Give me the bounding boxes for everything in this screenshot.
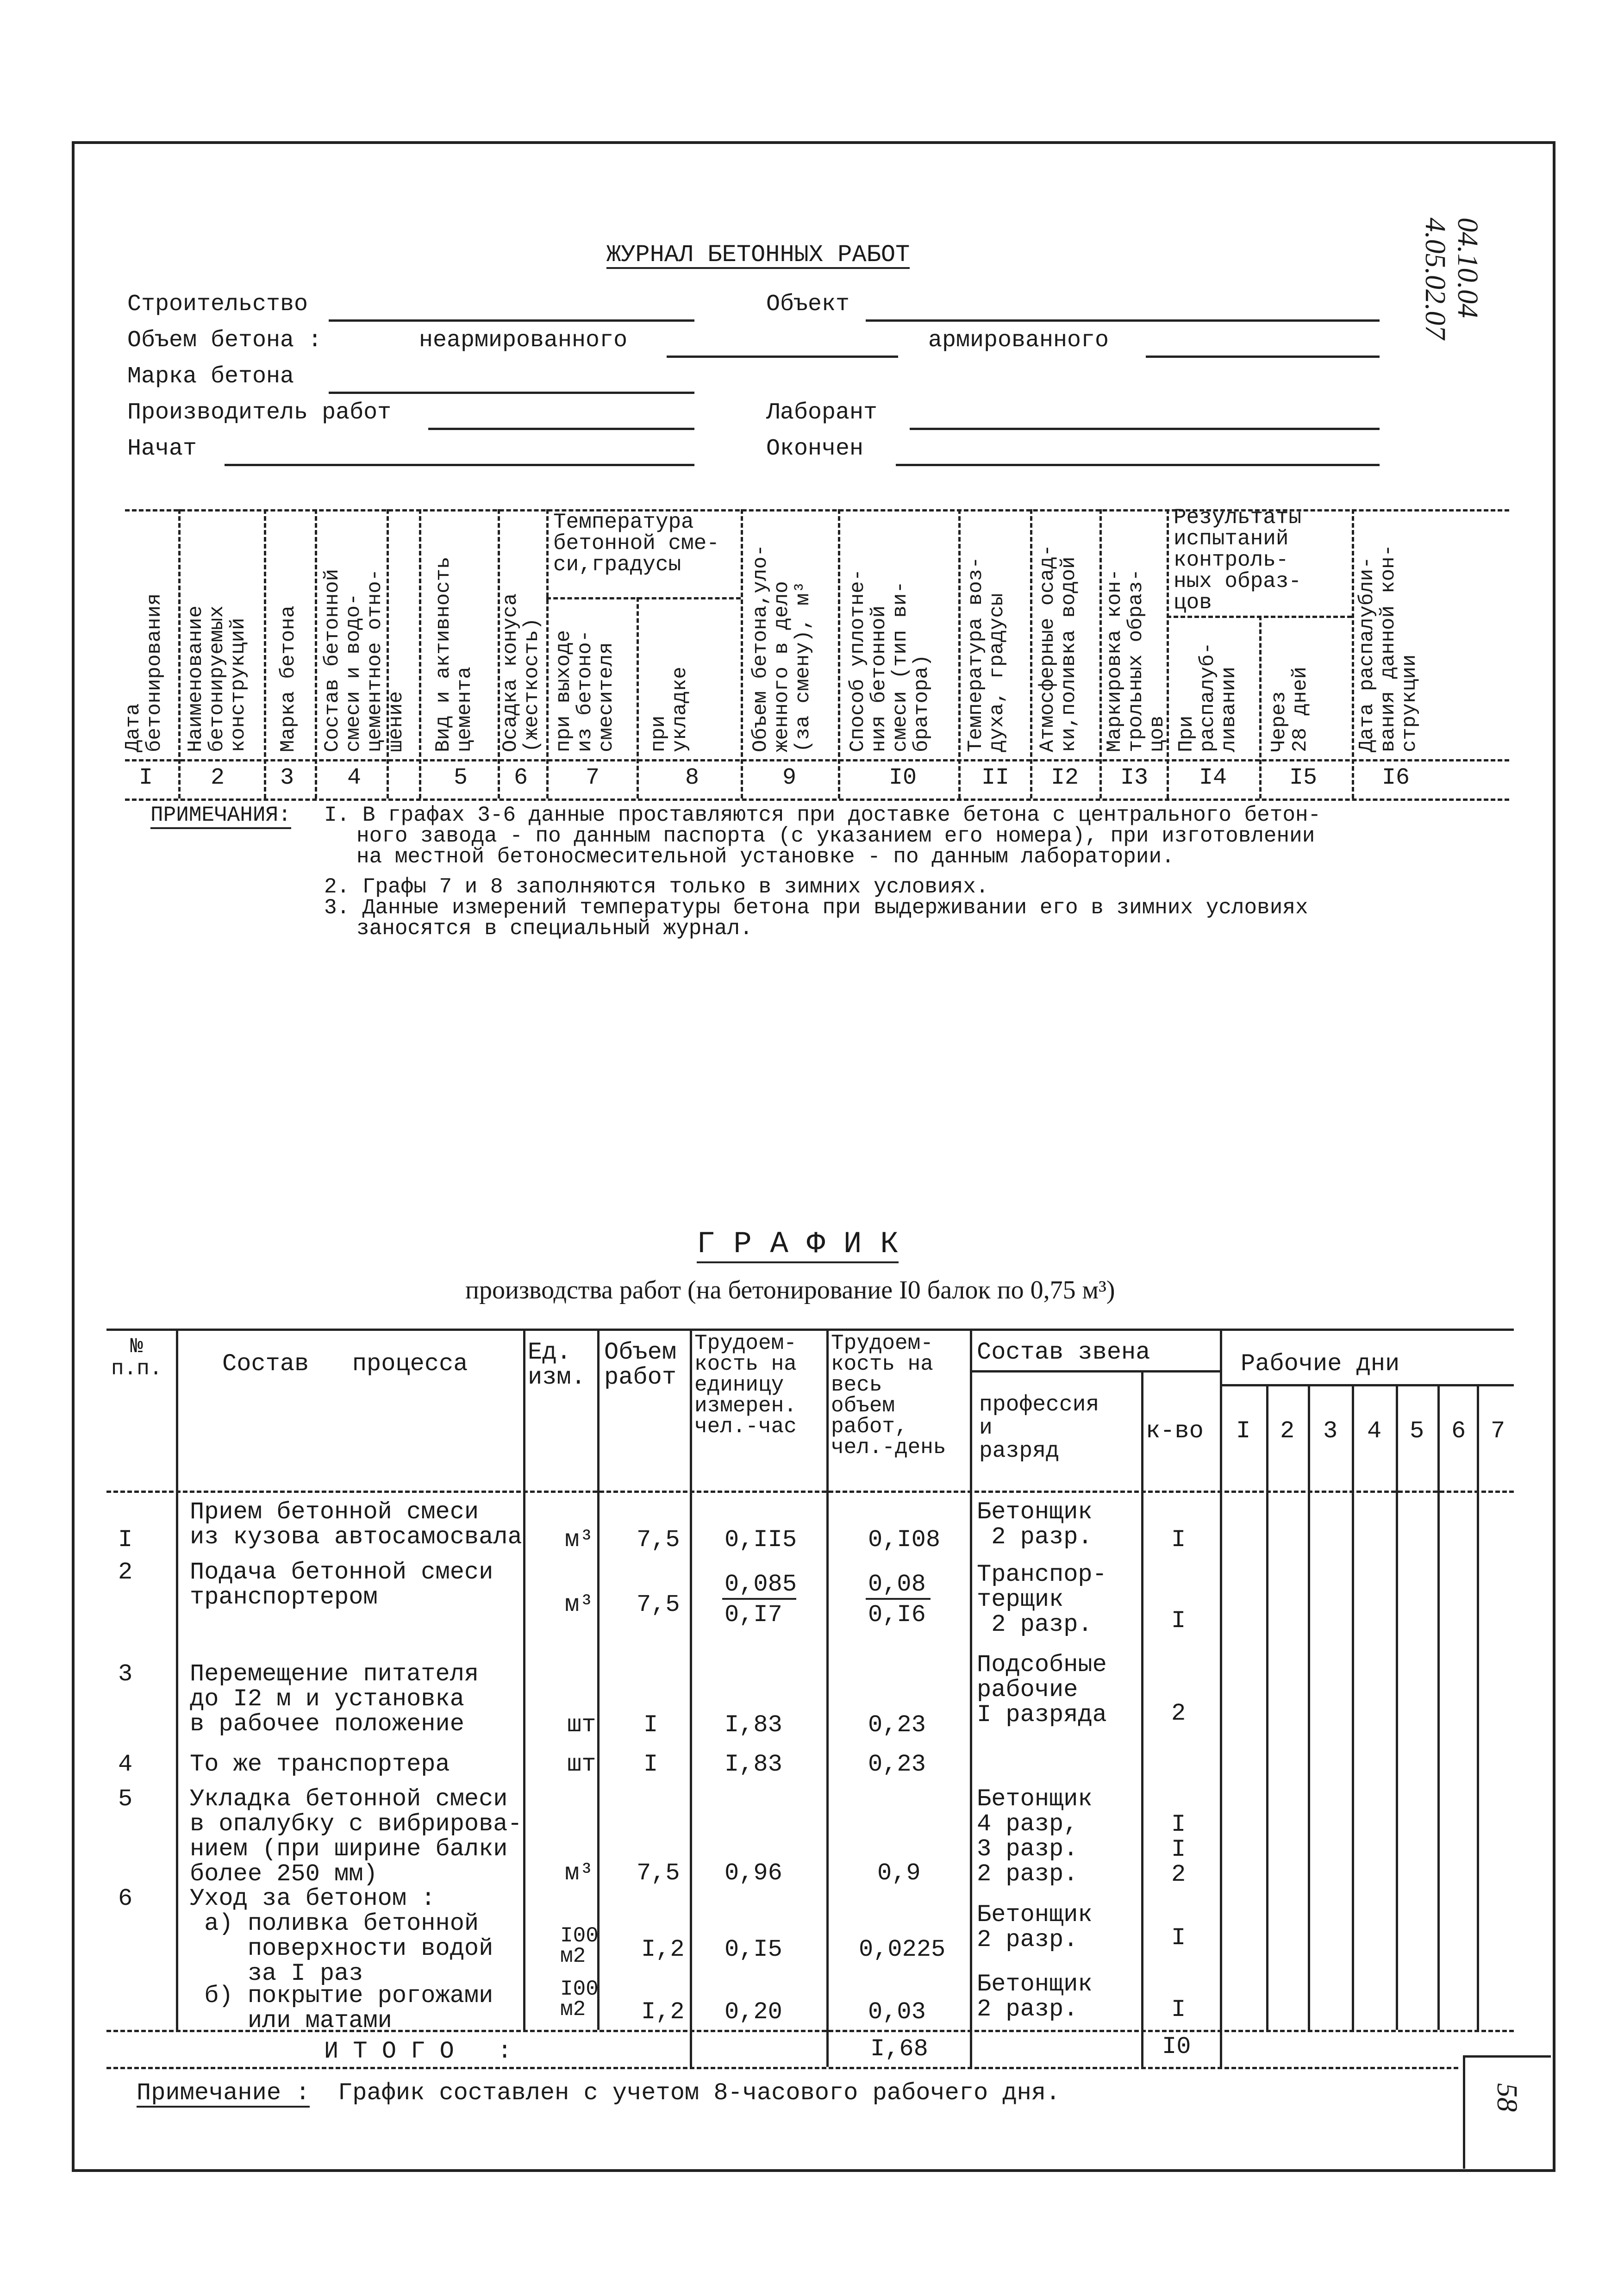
page-number-box: [1463, 2055, 1551, 2169]
row-profession: Бетонщик 2 разр.: [977, 1901, 1093, 1953]
row-process: б) покрытие рогожами или матами: [204, 1982, 493, 2034]
row-unit: м³: [565, 1859, 594, 1887]
fraction-bar: [722, 1598, 796, 1600]
row-labor-unit: I,83: [725, 1711, 782, 1739]
row-count: I I 2: [1171, 1811, 1186, 1888]
row-count: I: [1171, 1526, 1186, 1554]
col-stripping-date: Дата распалубли- вания данной кон- струкции: [1355, 544, 1421, 752]
reinforced-field-line: [1146, 356, 1380, 358]
journal-table-top: [125, 509, 1509, 512]
col-grade: Марка бетона: [277, 605, 300, 752]
row-labor-unit: I,83: [725, 1751, 782, 1778]
construction-label: Строительство: [127, 291, 308, 318]
row-num: 3: [118, 1660, 133, 1688]
header-process: Состав процесса: [222, 1350, 468, 1378]
col-28-days: Через 28 дней: [1268, 667, 1312, 752]
row-volume: 7,5: [637, 1859, 680, 1887]
row-labor-unit: 0,96: [725, 1859, 782, 1887]
row-count: I: [1171, 1996, 1186, 2023]
row-volume: I,2: [641, 1936, 685, 1963]
row-unit: м³: [565, 1591, 594, 1618]
row-process: Перемещение питателя до I2 м и установка в рабочее положение: [190, 1660, 479, 1738]
schedule-note-text: График составлен с учетом 8-часового рабочего дня.: [338, 2079, 1061, 2107]
row-count: I: [1171, 1924, 1186, 1952]
finished-label: Окончен: [766, 436, 864, 462]
schedule-top-line: [106, 1329, 1514, 1331]
started-label: Начат: [127, 436, 197, 462]
row-num: 6: [118, 1885, 133, 1912]
day-number: 3: [1323, 1417, 1338, 1445]
col-stripping: При распалуб- ливании: [1175, 642, 1241, 752]
col-date: Дата бетонирования: [122, 593, 166, 752]
day-number: 7: [1491, 1417, 1505, 1445]
row-process: Уход за бетоном : а) поливка бетонной поверхности водой за I раз: [190, 1885, 493, 1987]
row-unit: м³: [565, 1526, 594, 1554]
page-number: 58: [1491, 2083, 1523, 2112]
note-line: I. В графах 3-6 данные проставляются при доставке бетона с центрального бетон-: [324, 803, 1321, 827]
row-num: I: [118, 1526, 133, 1554]
header-profession: профессия и разряд: [979, 1392, 1099, 1464]
col-temp-group: Температура бетонной сме- си,градусы: [553, 510, 719, 577]
unreinforced-label: неармированного: [419, 327, 628, 354]
temp-subheader-line: [546, 597, 741, 599]
header-labor-unit: Трудоем- кость на единицу измерен. чел.-час: [694, 1331, 797, 1439]
row-labor-total: 0,9: [877, 1859, 921, 1887]
col-structures: Наименование бетонируемых конструкций: [184, 605, 250, 752]
row-profession: Подсобные рабочие I разряда: [977, 1651, 1107, 1728]
row-num: 2: [118, 1559, 133, 1586]
row-volume: 7,5: [637, 1526, 680, 1554]
lab-field-line: [910, 428, 1380, 430]
col-number: I3: [1120, 765, 1149, 791]
col-air-temp: Температура воз- духа, градусы: [964, 556, 1009, 752]
crew-sub-line: [970, 1370, 1220, 1373]
header-crew: Состав звена: [977, 1339, 1150, 1366]
col-number: 6: [514, 765, 528, 791]
col-marking: Маркировка кон- трольных образ- цов: [1103, 568, 1169, 752]
journal-table-mid: [125, 759, 1509, 761]
manager-field-line: [428, 428, 694, 430]
row-profession: Бетонщик 2 разр.: [977, 1971, 1093, 2023]
row-volume: I: [643, 1711, 658, 1739]
row-count: 2: [1171, 1700, 1186, 1727]
col-number: I6: [1382, 765, 1410, 791]
finished-field-line: [896, 464, 1380, 466]
schedule-total-bottom: [106, 2067, 1458, 2069]
col-mix: Состав бетонной смеси и водо- цементное отно- шение: [321, 568, 408, 752]
row-profession: Бетонщик 2 разр.: [977, 1498, 1093, 1551]
row-unit: I00 м2: [560, 1977, 599, 2021]
schedule-subtitle: производства работ (на бетонирование I0 балок по 0,75 м³): [465, 1276, 1115, 1304]
header-num: № п.п.: [111, 1335, 162, 1381]
row-labor-total: 0,03: [868, 1998, 926, 2026]
row-volume: I,2: [641, 1998, 685, 2026]
col-number: II: [981, 765, 1010, 791]
note-line: 3. Данные измерений температуры бетона при выдерживании его в зимних условиях: [324, 896, 1308, 920]
total-labor: I,68: [870, 2035, 928, 2063]
row-unit: I00 м2: [560, 1924, 599, 1968]
note-line: на местной бетоносмесительной установке - по данным лаборатории.: [356, 845, 1174, 869]
note-line: заносятся в специальный журнал.: [356, 917, 753, 941]
row-labor-total: 0,I08: [868, 1526, 941, 1554]
col-number: I: [139, 765, 153, 791]
grade-label: Марка бетона: [127, 363, 294, 390]
row-process: Прием бетонной смеси из кузова автосамосвала: [190, 1498, 522, 1551]
row-profession: Транспор- терщик 2 разр.: [977, 1561, 1107, 1638]
stamp-top: 04.10.04: [1452, 218, 1483, 318]
schedule-header-bottom: [106, 1491, 1514, 1493]
day-number: 4: [1367, 1417, 1382, 1445]
col-number: I2: [1051, 765, 1079, 791]
total-count: I0: [1162, 2033, 1191, 2060]
col-precipitation: Атмосферные осад- ки,поливка водой: [1036, 544, 1081, 752]
col-number: 3: [280, 765, 294, 791]
volume-label: Объем бетона :: [127, 327, 322, 354]
object-label: Объект: [766, 291, 850, 318]
row-volume: I: [643, 1751, 658, 1778]
header-unit: Ед. изм.: [528, 1339, 586, 1391]
days-sub-line: [1220, 1384, 1514, 1386]
col-number: 2: [211, 765, 225, 791]
object-field-line: [866, 319, 1380, 322]
day-number: 6: [1451, 1417, 1466, 1445]
row-process: То же транспортера: [190, 1751, 450, 1778]
col-compaction: Способ уплотне- ния бетонной смеси (тип ви- братора): [846, 568, 933, 752]
header-days: Рабочие дни: [1241, 1350, 1400, 1378]
unreinforced-field-line: [667, 356, 898, 358]
row-process: Укладка бетонной смеси в опалубку с вибрирова- нием (при ширине балки более 250 мм): [190, 1785, 522, 1888]
col-number: 5: [454, 765, 468, 791]
row-labor-total: 0,08 0,I6: [868, 1571, 926, 1628]
row-labor-unit: 0,I5: [725, 1936, 782, 1963]
col-number: 7: [586, 765, 600, 791]
col-number: 8: [685, 765, 700, 791]
header-volume: Объем работ: [604, 1339, 677, 1391]
manager-label: Производитель работ: [127, 399, 392, 426]
row-unit: шт: [567, 1751, 596, 1778]
col-cement: Вид и активность цемента: [432, 556, 476, 752]
journal-table-bottom: [125, 799, 1509, 801]
row-labor-unit: 0,II5: [725, 1526, 797, 1554]
col-temp-laying: при укладке: [647, 667, 692, 752]
row-volume: 7,5: [637, 1591, 680, 1618]
row-num: 4: [118, 1751, 133, 1778]
row-labor-total: 0,23: [868, 1711, 926, 1739]
notes-label: ПРИМЕЧАНИЯ:: [150, 803, 291, 829]
col-results-group: Результаты испытаний контроль- ных образ- цов: [1174, 505, 1302, 615]
row-profession: Бетонщик 4 разр, 3 разр. 2 разр.: [977, 1785, 1093, 1888]
schedule-note-label: Примечание :: [137, 2079, 310, 2107]
header-count: к-во: [1146, 1417, 1204, 1445]
construction-field-line: [329, 319, 694, 322]
fraction-bar: [866, 1598, 931, 1600]
row-labor-total: 0,23: [868, 1751, 926, 1778]
row-process: Подача бетонной смеси транспортером: [190, 1559, 493, 1611]
row-labor-unit: 0,20: [725, 1998, 782, 2026]
header-labor-total: Трудоем- кость на весь объем работ, чел.-день: [831, 1331, 946, 1460]
note-line: ного завода - по данным паспорта (с указанием его номера), при изготовлении: [356, 824, 1315, 848]
col-number: 9: [782, 765, 797, 791]
reinforced-label: армированного: [928, 327, 1109, 354]
row-labor-total: 0,0225: [859, 1936, 946, 1963]
day-number: 2: [1280, 1417, 1295, 1445]
col-number: I0: [889, 765, 917, 791]
stamp-code: 4.05.02.07: [1419, 218, 1451, 340]
schedule-title: Г Р А Ф И К: [697, 1227, 899, 1263]
col-number: 4: [347, 765, 362, 791]
row-labor-unit: 0,085 0,I7: [725, 1571, 797, 1628]
col-temp-exit: при выходе из бетоно- смесителя: [552, 630, 618, 752]
lab-label: Лаборант: [766, 399, 878, 426]
col-slump: Осадка конуса (жесткость): [499, 593, 543, 752]
day-number: 5: [1410, 1417, 1424, 1445]
journal-title: ЖУРНАЛ БЕТОННЫХ РАБОТ: [606, 241, 910, 268]
started-field-line: [225, 464, 694, 466]
total-label: И Т О Г О :: [324, 2038, 512, 2065]
col-volume: Объем бетона,уло- женного в дело (за смену), м³: [749, 544, 815, 752]
day-number: I: [1236, 1417, 1251, 1445]
col-number: I5: [1289, 765, 1318, 791]
note-line: 2. Графы 7 и 8 заполняются только в зимних условиях.: [324, 875, 989, 899]
row-unit: шт: [567, 1711, 596, 1739]
grade-field-line: [329, 392, 694, 394]
col-number: I4: [1199, 765, 1227, 791]
row-num: 5: [118, 1785, 133, 1813]
row-count: I: [1171, 1607, 1186, 1635]
